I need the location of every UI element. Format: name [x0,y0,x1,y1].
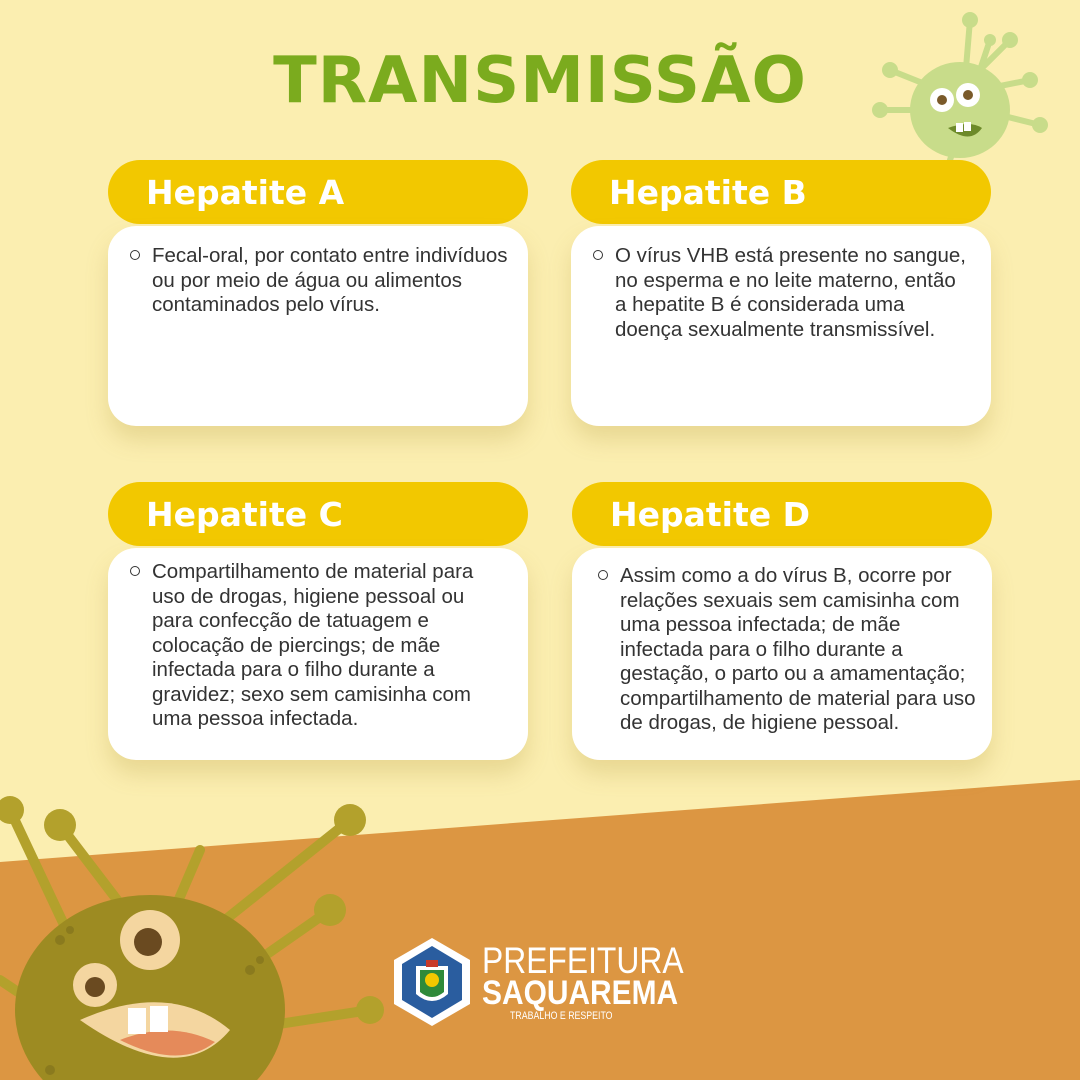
logo-tagline: TRABALHO E RESPEITO [510,1010,613,1022]
card-header [572,482,992,546]
card-text: O vírus VHB está presente no sangue, no esperma e no leite materno, então a hepatite B é considerada uma doença sexualmente transmissível. [615,244,966,341]
card-text: Fecal-oral, por contato entre indivíduos ou por meio de água ou alimentos contaminados pelo vírus. [152,244,508,316]
card-text: Assim como a do vírus B, ocorre por relações sexuais sem camisinha com uma pessoa infectada; de mãe infectada para o filho durante a gestação, o parto ou a amamentação; compartilhamento de material para uso de drogas, de higiene pessoal. [620,564,976,734]
bullet-circle-icon [598,570,608,580]
bullet-circle-icon [593,250,603,260]
prefeitura-logo [390,936,684,1028]
card-heading: Hepatite C [146,495,343,534]
bullet-circle-icon [130,250,140,260]
card-header [571,160,991,224]
logo-line1: PREFEITURA [482,940,684,981]
card-body [571,226,991,426]
logo-line2: SAQUAREMA [482,974,679,1012]
page-title: TRANSMISSÃO [273,44,807,118]
card-body [108,548,528,760]
card-body [572,548,992,760]
card-header [108,482,528,546]
card-header [108,160,528,224]
card-heading: Hepatite A [146,173,345,212]
olive-germ-illustration [0,780,400,1080]
card-heading: Hepatite B [609,173,807,212]
card-text: Compartilhamento de material para uso de drogas, higiene pessoal ou para confecção de tatuagem e colocação de piercings; de mãe infectada para o filho durante a gravidez; sexo sem camisinha com uma pessoa infectada. [152,560,474,730]
card-body [108,226,528,426]
bullet-circle-icon [130,566,140,576]
card-heading: Hepatite D [610,495,811,534]
city-coat-of-arms-icon [390,936,474,1028]
